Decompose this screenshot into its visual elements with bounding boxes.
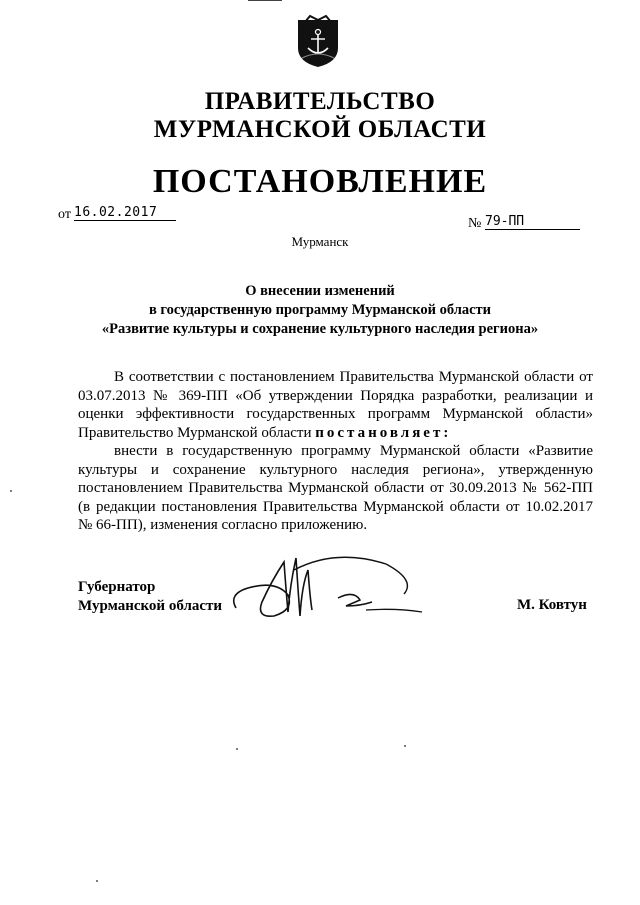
document-type-title: ПОСТАНОВЛЕНИЕ: [152, 163, 488, 200]
scan-speck: [404, 745, 406, 747]
signatory-title-line1: Губернатор: [78, 579, 156, 595]
document-date: 16.02.2017: [74, 205, 176, 221]
signatory-title-line2: Мурманской области: [78, 598, 223, 614]
resolves-keyword: постановляет:: [315, 424, 452, 441]
date-prefix: от: [58, 207, 71, 222]
government-title-line2: МУРМАНСКОЙ ОБЛАСТИ: [153, 116, 487, 143]
scan-mark: [248, 0, 282, 1]
paragraph-resolution: внести в государственную программу Мурманской области «Развитие культуры и сохранение культурного наследия региона», утвержденную постановлением Правительства Мурманской области от 30.09.2013 № 562-ПП (в редакции постановления Правительства Мурманской области от 10.02.2017 № 66-ПП), изменения согласно приложению.: [78, 443, 593, 533]
city: Мурманск: [291, 234, 349, 249]
preamble-text: В соответствии с постановлением Правительства Мурманской области от 03.07.2013 № 369-ПП «Об утверждении Порядка разработки, реализации и оценки эффективности государственных программ Мурманской области» Правительство Мурманской области: [78, 369, 593, 441]
subject-line2: в государственную программу Мурманской области: [148, 302, 492, 318]
scan-speck: [236, 748, 238, 750]
signatory-name: М. Ковтун: [517, 597, 587, 613]
scan-speck: [10, 490, 12, 492]
coat-of-arms-icon: [296, 14, 340, 68]
government-title-line1: ПРАВИТЕЛЬСТВО: [204, 88, 436, 115]
subject-line3: «Развитие культуры и сохранение культурного наследия региона»: [101, 321, 539, 337]
paragraph-preamble: [78, 368, 593, 442]
scan-speck: [96, 880, 98, 882]
document-number: 79-ПП: [485, 214, 580, 230]
handwritten-signature: [226, 550, 426, 620]
subject-line1: О внесении изменений: [245, 283, 395, 299]
number-prefix: №: [468, 216, 482, 231]
